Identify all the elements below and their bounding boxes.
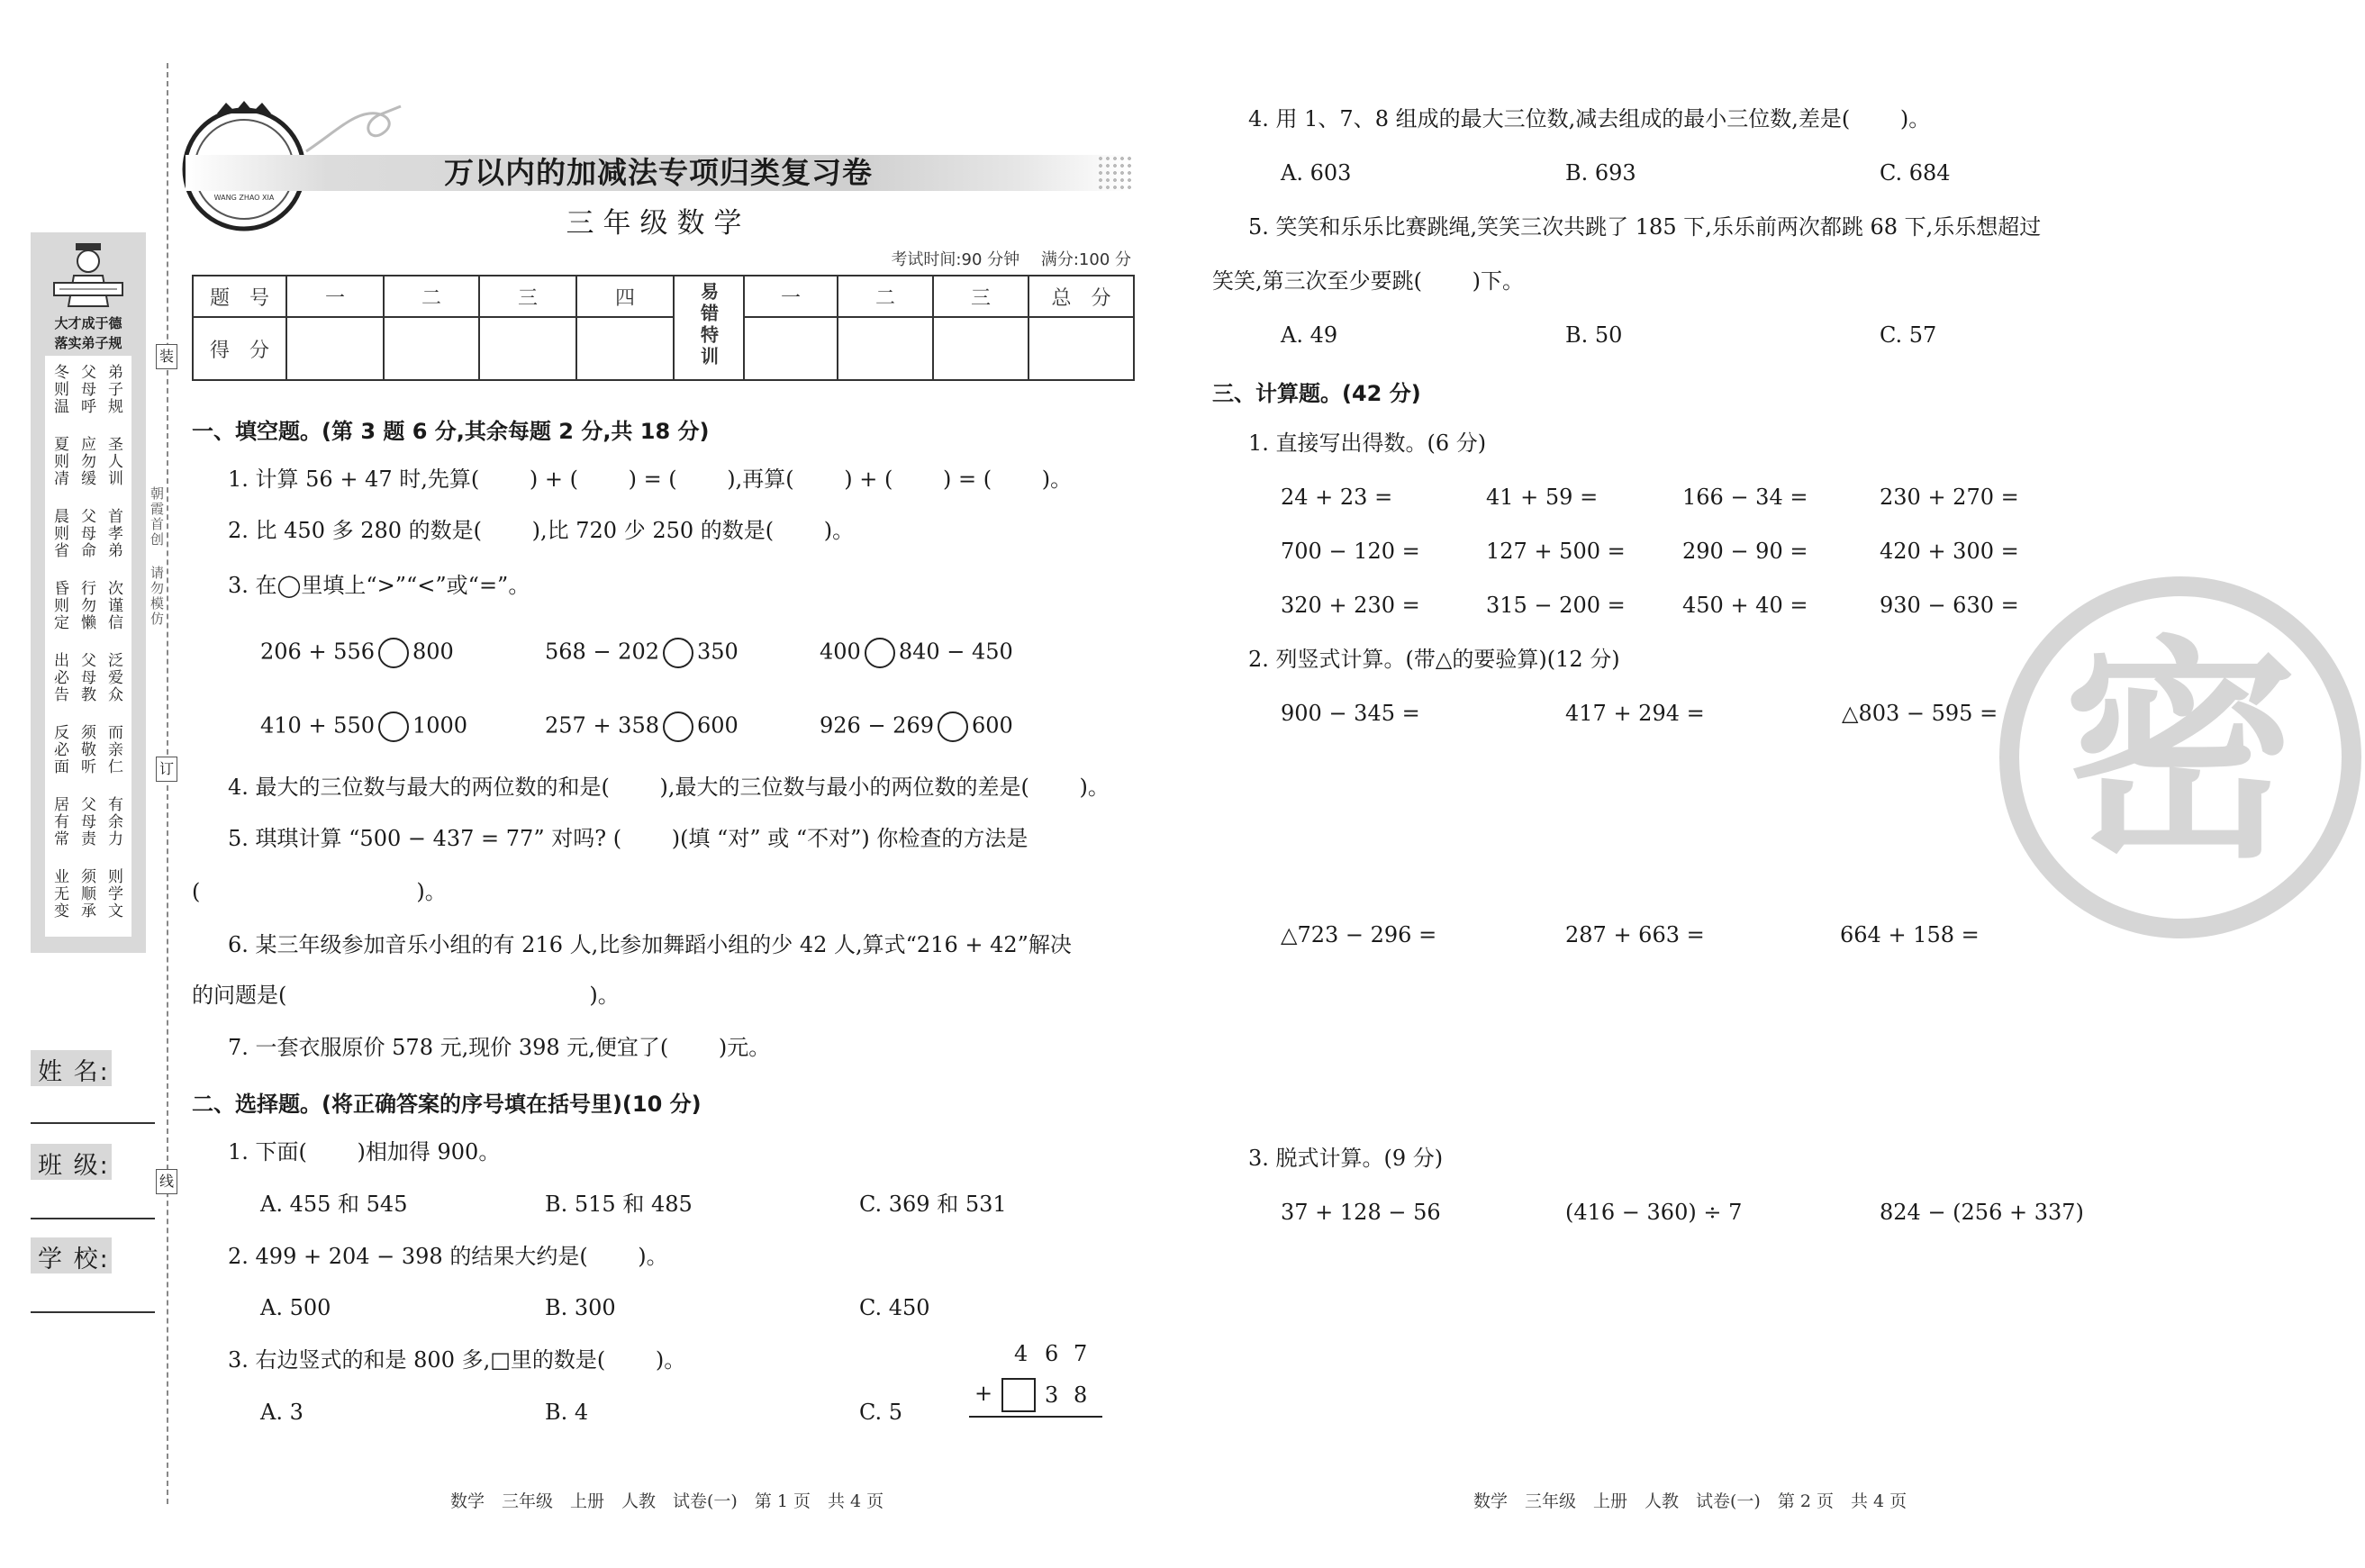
calc-item: 166 − 34 = [1682, 485, 1808, 510]
question-text: 6. 某三年级参加音乐小组的有 216 人,比参加舞蹈小组的少 42 人,算式“216 + 42”解决 [228, 932, 1072, 957]
question-text: 3. 右边竖式的和是 800 多,□里的数是( )。 [228, 1347, 686, 1373]
digit: 3 [1045, 1382, 1059, 1408]
comparison-item [260, 638, 454, 668]
question-text: 2. 列竖式计算。(带△的要验算)(12 分) [1248, 647, 1620, 672]
section-heading: 三、计算题。(42 分) [1212, 381, 1421, 406]
comparison-left: 400 [820, 639, 861, 665]
name-field[interactable] [31, 1122, 155, 1124]
question-text: 1. 下面( )相加得 900。 [228, 1139, 501, 1165]
compare-circle-input[interactable] [663, 638, 693, 668]
verse-column: 父母教 [77, 652, 95, 703]
section-heading: 一、填空题。(第 3 题 6 分,其余每题 2 分,共 18 分) [192, 419, 710, 444]
school-label: 学 校: [38, 1246, 110, 1273]
option-b[interactable]: B. 693 [1565, 160, 1636, 186]
verse-column: 次谨信 [104, 580, 122, 631]
binding-mark: 订 [156, 757, 177, 782]
question-text: 5. 琪琪计算 “500 − 437 = 77” 对吗? ( )(填 “对” 或 “不对”) 你检查的方法是 [228, 826, 1028, 851]
table-header-cell: 三 [933, 276, 1028, 317]
sidebar-motto-1: 大才成于德 [54, 315, 122, 331]
vertical-addition [965, 1340, 1102, 1419]
comparison-item [820, 711, 1013, 742]
calc-item: 41 + 59 = [1486, 485, 1599, 510]
score-cell[interactable] [838, 317, 933, 380]
comparison-item [260, 711, 467, 742]
table-header-cell: 二 [384, 276, 479, 317]
question-text: 3. 脱式计算。(9 分) [1248, 1146, 1444, 1171]
option-c[interactable]: C. 57 [1880, 322, 1937, 348]
option-b[interactable]: B. 300 [545, 1295, 616, 1320]
binding-mark: 线 [156, 1169, 177, 1194]
digit: 6 [1045, 1341, 1059, 1366]
comparison-left: 206 + 556 [260, 639, 375, 665]
plus-sign: + [974, 1381, 993, 1406]
score-table [192, 275, 1135, 381]
table-header-cell: 一 [286, 276, 384, 317]
verse-column: 则学文 [104, 868, 122, 920]
verse-column: 晨则省 [50, 508, 68, 559]
option-a[interactable]: A. 3 [260, 1400, 304, 1425]
question-text: 的问题是( )。 [192, 983, 620, 1008]
comparison-left: 568 − 202 [545, 639, 659, 665]
verse-column: 反必面 [50, 724, 68, 775]
comparison-item [820, 638, 1013, 668]
comparison-item [545, 711, 738, 742]
calc-item: △723 − 296 = [1281, 922, 1437, 947]
digit: 4 [1014, 1341, 1028, 1366]
option-a[interactable]: A. 603 [1281, 160, 1352, 186]
verse-column: 行勿懒 [77, 580, 95, 631]
calc-item: 290 − 90 = [1682, 539, 1808, 564]
table-header-cell: 二 [838, 276, 933, 317]
svg-text:WANG ZHAO XIA: WANG ZHAO XIA [213, 194, 275, 202]
verse-column: 应勿缓 [77, 436, 95, 487]
verse-column: 而亲仁 [104, 724, 122, 775]
verse-column: 圣人训 [104, 436, 122, 487]
question-text: 2. 比 450 多 280 的数是( ),比 720 少 250 的数是( )。 [228, 518, 855, 543]
digit: 7 [1074, 1341, 1088, 1366]
comparison-left: 257 + 358 [545, 712, 659, 739]
exam-title: 万以内的加减法专项归类复习卷 [444, 155, 873, 190]
calc-item: 24 + 23 = [1281, 485, 1393, 510]
page-footer: 数学 三年级 上册 人教 试卷(一) 第 1 页 共 4 页 [450, 1491, 884, 1511]
compare-circle-input[interactable] [378, 638, 409, 668]
score-cell[interactable] [933, 317, 1028, 380]
table-header-cell: 三 [479, 276, 576, 317]
name-label: 姓 名: [38, 1058, 110, 1086]
option-a[interactable]: A. 500 [260, 1295, 331, 1320]
class-label: 班 级: [38, 1152, 110, 1180]
calc-item: 930 − 630 = [1880, 593, 2019, 618]
compare-circle-input[interactable] [938, 711, 968, 742]
comparison-right: 600 [971, 712, 1013, 739]
watermark-text: 密 [2063, 618, 2297, 890]
table-header-cell: 题 号 [193, 276, 286, 317]
binding-mark: 装 [156, 344, 177, 369]
table-header-cell: 一 [744, 276, 838, 317]
calc-item: 417 + 294 = [1565, 701, 1705, 726]
calc-item: △803 − 595 = [1842, 701, 1998, 726]
verse-column: 首孝弟 [104, 508, 122, 559]
option-a[interactable]: A. 49 [1281, 322, 1338, 348]
option-a[interactable]: A. 455 和 545 [260, 1192, 408, 1217]
question-text: 5. 笑笑和乐乐比赛跳绳,笑笑三次共跳了 185 下,乐乐前两次都跳 68 下,乐乐想超过 [1248, 214, 2042, 240]
comparison-right: 840 − 450 [898, 639, 1013, 665]
compare-circle-input[interactable] [663, 711, 693, 742]
option-c[interactable]: C. 684 [1880, 160, 1951, 186]
verse-column: 须敬听 [77, 724, 95, 775]
verse-column: 有余力 [104, 796, 122, 847]
calc-item: 700 − 120 = [1281, 539, 1420, 564]
score-cell[interactable] [1028, 317, 1134, 380]
option-c[interactable]: C. 450 [859, 1295, 930, 1320]
table-header-cell: 四 [576, 276, 674, 317]
calc-item: 320 + 230 = [1281, 593, 1420, 618]
calc-item: 824 − (256 + 337) [1880, 1200, 2084, 1225]
verse-column: 昏则定 [50, 580, 68, 631]
secret-seal-watermark [1996, 573, 2297, 942]
option-c[interactable]: C. 5 [859, 1400, 903, 1425]
question-text: 4. 最大的三位数与最大的两位数的和是( ),最大的三位数与最小的两位数的差是( )。 [228, 775, 1110, 800]
question-text: 3. 在◯里填上“>”“<”或“=”。 [228, 573, 530, 598]
class-field[interactable] [31, 1218, 155, 1219]
question-text: ( )。 [192, 879, 447, 904]
calc-item: 450 + 40 = [1682, 593, 1808, 618]
question-text: 1. 计算 56 + 47 时,先算( ) + ( ) = ( ),再算( ) + ( ) = ( )。 [228, 467, 1073, 492]
question-text: 笑笑,第三次至少要跳( )下。 [1212, 268, 1524, 294]
verse-column: 夏则凊 [50, 436, 68, 487]
score-cell[interactable] [479, 317, 576, 380]
verse-column: 父母呼 [77, 364, 95, 415]
score-cell[interactable] [384, 317, 479, 380]
section-heading: 二、选择题。(将正确答案的序号填在括号里)(10 分) [192, 1092, 702, 1117]
error-training-label: 易错特训 [697, 282, 720, 368]
verse-column: 居有常 [50, 796, 68, 847]
comparison-item [545, 638, 738, 668]
score-cell[interactable] [744, 317, 838, 380]
sidebar-motto-2: 落实弟子规 [54, 335, 122, 351]
question-text: 1. 直接写出得数。(6 分) [1248, 431, 1487, 456]
comparison-left: 410 + 550 [260, 712, 375, 739]
question-text: 7. 一套衣服原价 578 元,现价 398 元,便宜了( )元。 [228, 1035, 771, 1060]
compare-circle-input[interactable] [865, 638, 895, 668]
verse-column: 父母命 [77, 508, 95, 559]
calc-item: (416 − 360) ÷ 7 [1565, 1200, 1743, 1225]
digit: 8 [1074, 1382, 1088, 1408]
exam-subtitle: 三年级数学 [566, 207, 751, 240]
comparison-right: 600 [696, 712, 738, 739]
school-field[interactable] [31, 1311, 155, 1313]
comparison-right: 350 [696, 639, 738, 665]
binding-note: 朝霞首创 [149, 486, 165, 548]
sum-line [969, 1416, 1102, 1418]
option-b[interactable]: B. 4 [545, 1400, 589, 1425]
page-footer: 数学 三年级 上册 人教 试卷(一) 第 2 页 共 4 页 [1473, 1491, 1907, 1511]
verse-column: 父母责 [77, 796, 95, 847]
comparison-right: 800 [412, 639, 454, 665]
exam-info: 考试时间:90 分钟 满分:100 分 [891, 250, 1131, 269]
calc-item: 420 + 300 = [1880, 539, 2019, 564]
table-header-cell: 总 分 [1028, 276, 1134, 317]
calc-item: 37 + 128 − 56 [1281, 1200, 1441, 1225]
score-cell[interactable] [576, 317, 674, 380]
question-text: 4. 用 1、7、8 组成的最大三位数,减去组成的最小三位数,差是( )。 [1248, 106, 1931, 131]
verse-column: 出必告 [50, 652, 68, 703]
score-cell[interactable] [286, 317, 384, 380]
verse-column: 弟子规 [104, 364, 122, 415]
calc-item: 900 − 345 = [1281, 701, 1420, 726]
scholar-figure-icon [47, 241, 130, 310]
comparison-right: 1000 [412, 712, 468, 739]
compare-circle-input[interactable] [378, 711, 409, 742]
calc-item: 287 + 663 = [1565, 922, 1705, 947]
verse-column: 业无变 [50, 868, 68, 920]
verse-column: 泛爱众 [104, 652, 122, 703]
table-header-cell [674, 276, 744, 380]
verse-column: 须顺承 [77, 868, 95, 920]
option-b[interactable]: B. 515 和 485 [545, 1192, 693, 1217]
question-text: 2. 499 + 204 − 398 的结果大约是( )。 [228, 1244, 668, 1269]
option-b[interactable]: B. 50 [1565, 322, 1623, 348]
calc-item: 127 + 500 = [1486, 539, 1626, 564]
verse-column: 冬则温 [50, 364, 68, 415]
table-row-label: 得 分 [193, 317, 286, 380]
binding-line [167, 63, 168, 1504]
comparison-left: 926 − 269 [820, 712, 934, 739]
blank-digit-box[interactable] [1001, 1378, 1036, 1412]
binding-note: 请勿模仿 [149, 566, 165, 627]
option-c[interactable]: C. 369 和 531 [859, 1192, 1007, 1217]
calc-item: 664 + 158 = [1840, 922, 1980, 947]
calc-item: 230 + 270 = [1880, 485, 2019, 510]
calc-item: 315 − 200 = [1486, 593, 1626, 618]
